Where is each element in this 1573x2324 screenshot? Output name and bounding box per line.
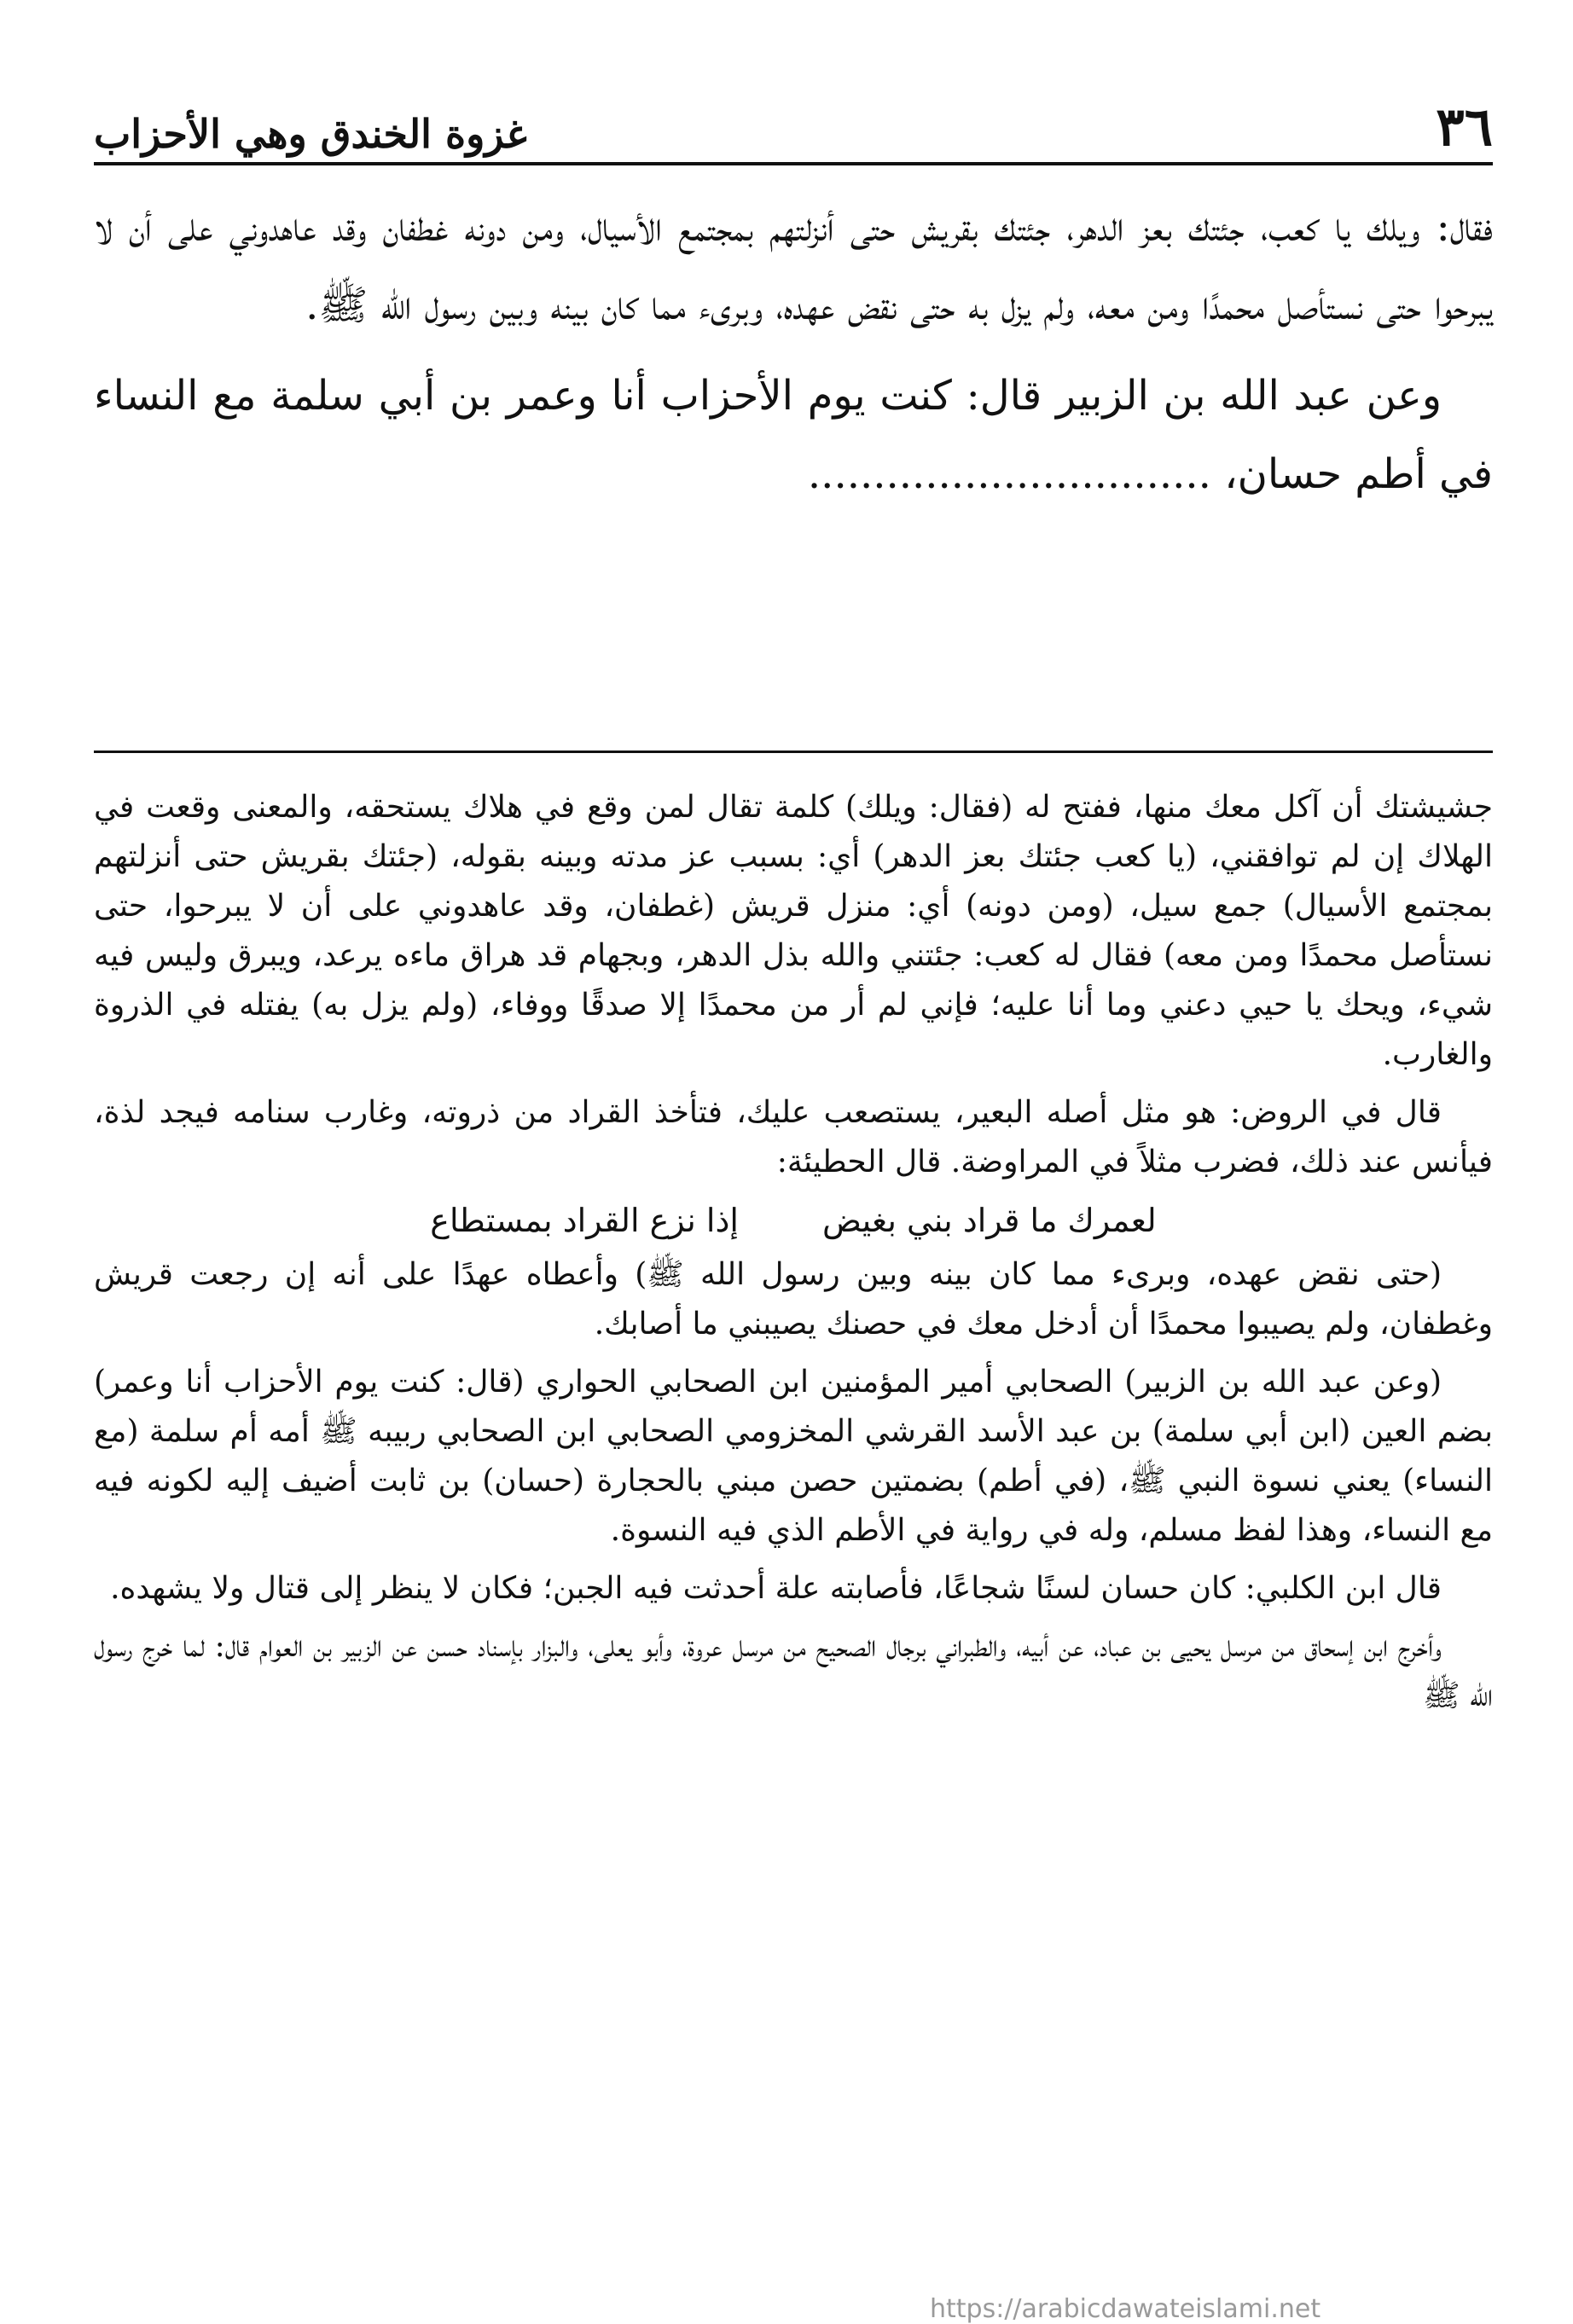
watermark-url: https://arabicdawateislami.net bbox=[930, 2294, 1321, 2324]
book-page bbox=[94, 68, 1493, 2286]
commentary-paragraph: (وعن عبد الله بن الزبير) الصحابي أمير المؤمنين ابن الصحابي الحواري (قال: كنت يوم الأحزاب أنا وعمر) بضم العين (ابن أبي سلمة) بن عبد الأسد القرشي المخزومي الصحابي ابن الصحابي ربيبه ﷺ أمه أم سلمة (مع النساء) يعني نسوة النبي ﷺ، (في أطم) بضمتين حصن مبني بالحجارة (حسان) بن ثابت أضيف إليه لكونه فيه مع النساء، وهذا لفظ مسلم، وله في رواية في الأطم الذي فيه النسوة. bbox=[94, 1365, 1493, 1548]
commentary-paragraph: قال في الروض: هو مثل أصله البعير، يستصعب عليك، فتأخذ القراد من ذروته، وغارب سنامه فيجد لذة، فيأنس عند ذلك، فضرب مثلاً في المراوضة. قال الحطيئة: bbox=[94, 1095, 1493, 1179]
commentary-paragraph: وأخرج ابن إسحاق من مرسل يحيى بن عباد، عن أبيه، والطبراني برجال الصحيح من مرسل عروة، وأبو يعلى، والبزار بإسناد حسن عن الزبير بن العوام قال: لما خرج رسول الله ﷺ bbox=[94, 1629, 1493, 1713]
commentary-paragraph: جشيشتك أن آكل معك منها، ففتح له (فقال: ويلك) كلمة تقال لمن وقع في هلاك يستحقه، والمعنى وقعت في الهلاك إن لم توافقني، (يا كعب جئتك بعز الدهر) أي: بسبب عز مدته وبينه بقوله، (جئتك بقريش حتى أنزلتهم بمجتمع الأسيال) جمع سيل، (ومن دونه) أي: منزل قريش (غطفان، وقد عاهدوني على أن لا يبرحوا، حتى نستأصل محمدًا ومن معه) فقال له كعب: جئتني والله بذل الدهر، وبجهام قد هراق ماءه يرعد، ويبرق وليس فيه شيء، ويحك يا حيي دعني وما أنا عليه؛ فإني لم أر من محمدًا إلا صدقًا ووفاء، (ولم يزل به) يفتله في الذروة والغارب. bbox=[94, 790, 1493, 1072]
page-number: ٣٦ bbox=[1436, 96, 1493, 158]
commentary-paragraph: قال ابن الكلبي: كان حسان لسنًا شجاعًا، فأصابته علة أحدثت فيه الجبن؛ فكان لا ينظر إلى قتال ولا يشهده. bbox=[110, 1571, 1442, 1606]
page-header bbox=[94, 68, 1493, 158]
ellipsis-dots: ............................... bbox=[807, 450, 1211, 498]
commentary-text bbox=[94, 783, 1493, 1730]
footnote-separator bbox=[94, 751, 1493, 753]
poetry-verse bbox=[94, 1196, 1493, 1245]
main-paragraph bbox=[94, 356, 1493, 513]
running-title: غزوة الخندق وهي الأحزاب bbox=[94, 111, 527, 157]
verse-hemistich-second: إذا نزع القراد بمستطاع bbox=[430, 1202, 739, 1239]
main-text bbox=[94, 188, 1493, 525]
main-paragraph: فقال: ويلك يا كعب، جئتك بعز الدهر، جئتك بقريش حتى أنزلتهم بمجتمع الأسيال، ومن دونه غطفان وقد عاهدوني على أن لا يبرحوا حتى نستأصل محمدًا ومن معه، ولم يزل به حتى نقض عهده، وبرىء مما كان بينه وبين رسول الله ﷺ. bbox=[94, 203, 1493, 329]
main-paragraph-text: وعن عبد الله بن الزبير قال: كنت يوم الأحزاب أنا وعمر بن أبي سلمة مع النساء في أطم حسان، bbox=[94, 372, 1493, 498]
header-rule bbox=[94, 162, 1493, 165]
verse-hemistich-first: لعمرك ما قراد بني بغيض bbox=[822, 1202, 1157, 1239]
commentary-paragraph: (حتى نقض عهده، وبرىء مما كان بينه وبين رسول الله ﷺ) وأعطاه عهدًا على أنه إن رجعت قريش وغطفان، ولم يصيبوا محمدًا أن أدخل معك في حصنك يصيبني ما أصابك. bbox=[94, 1257, 1493, 1342]
